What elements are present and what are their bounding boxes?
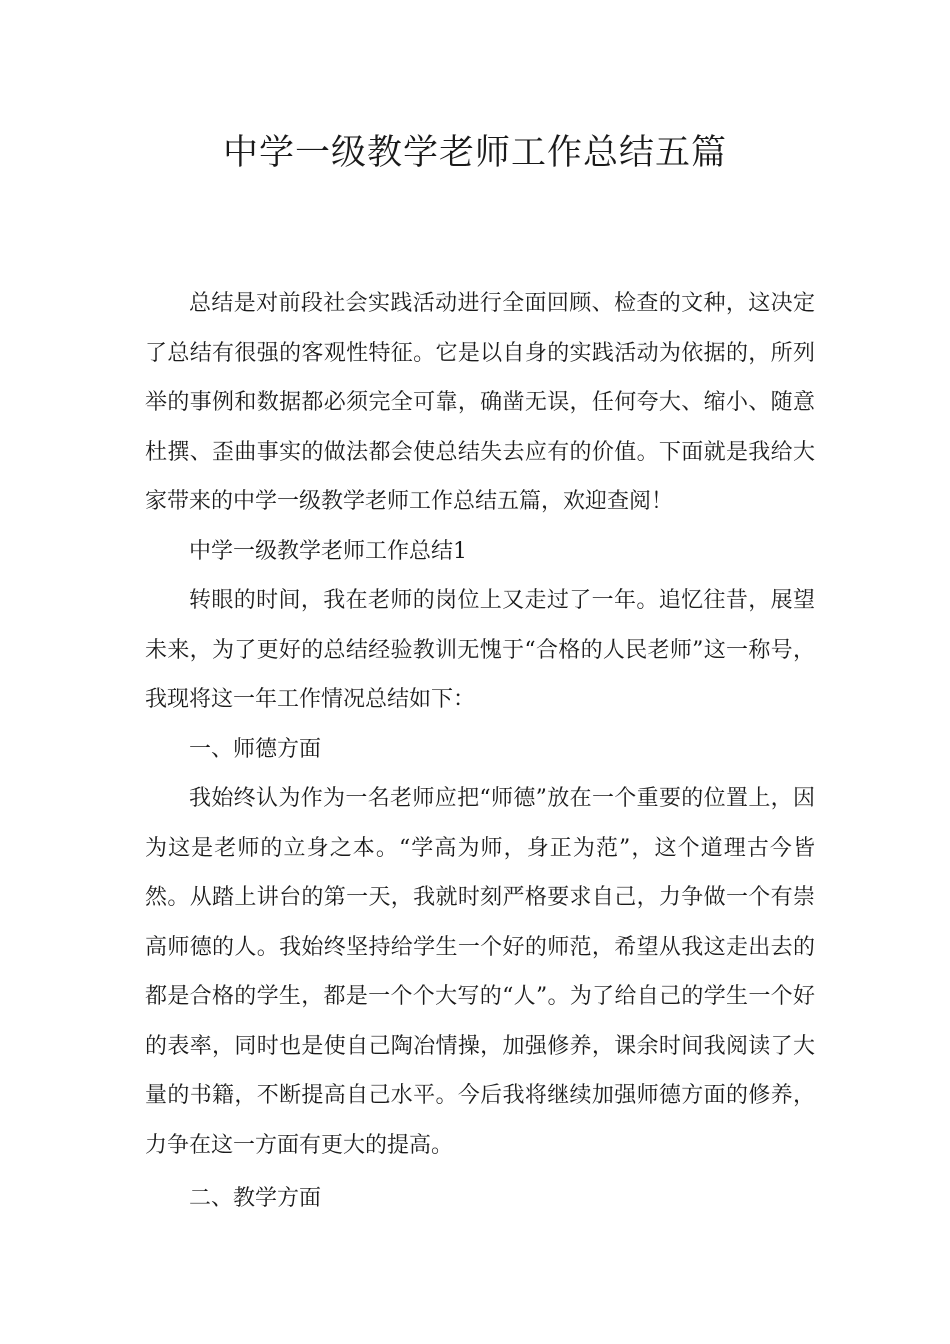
document-title: 中学一级教学老师工作总结五篇 xyxy=(222,133,727,173)
section-heading-teaching: 二、教学方面 xyxy=(189,1186,322,1211)
ethics-paragraph: 我始终认为作为一名老师应把“师德”放在一个重要的位置上，因为这是老师的立身之本。“学高为师，身正为范”，这个道理古今皆然。从踏上讲台的第一天，我就时刻严格要求自己，力争做一个有崇高师德的人。我始终坚持给学生一个好的师范，希望从我这走出去的都是合格的学生，都是一个个大写的“人”。为了给自己的学生一个好的表率，同时也是使自己陶冶情操，加强修养，课余时间我阅读了大量的书籍，不断提高自己水平。今后我将继续加强师德方面的修养，力争在这一方面有更大的提高。 xyxy=(145,786,815,1158)
document-body xyxy=(145,279,815,1224)
summary-1-intro-paragraph: 转眼的时间，我在老师的岗位上又走过了一年。追忆往昔，展望未来，为了更好的总结经验教训无愧于“合格的人民老师”这一称号，我现将这一年工作情况总结如下： xyxy=(145,588,815,712)
section-heading-summary-1: 中学一级教学老师工作总结1 xyxy=(189,538,467,564)
intro-paragraph: 总结是对前段社会实践活动进行全面回顾、检查的文种，这决定了总结有很强的客观性特征。它是以自身的实践活动为依据的，所列举的事例和数据都必须完全可靠，确凿无误，任何夸大、缩小、随意杜撰、歪曲事实的做法都会使总结失去应有的价值。下面就是我给大家带来的中学一级教学老师工作总结五篇，欢迎查阅！ xyxy=(145,291,815,514)
section-heading-ethics: 一、师德方面 xyxy=(189,736,322,762)
